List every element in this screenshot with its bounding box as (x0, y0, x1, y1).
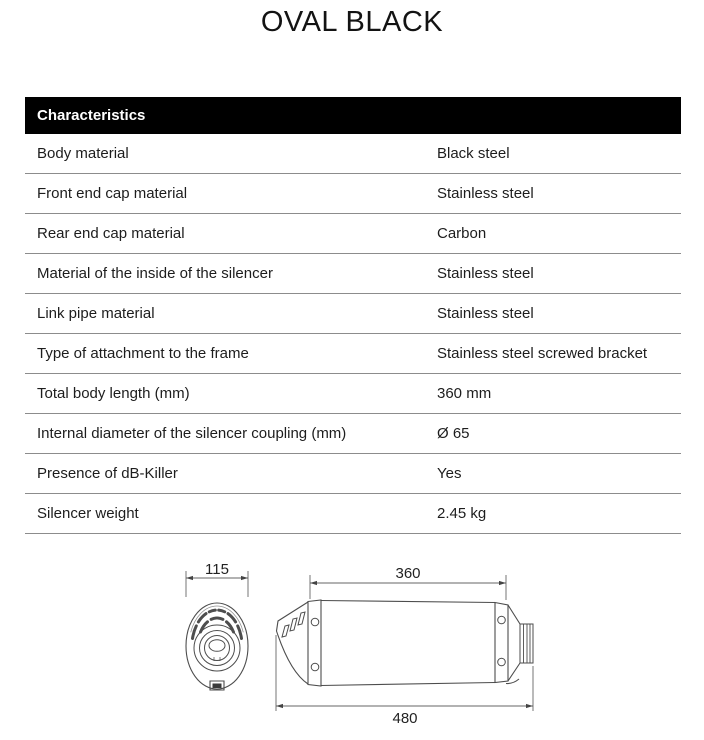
spec-value: 360 mm (437, 385, 492, 402)
silencer-drawing-svg (0, 545, 704, 740)
spec-label: Body material (37, 145, 129, 162)
arrowhead-right-icon (526, 704, 533, 708)
spec-label: Front end cap material (37, 185, 188, 202)
spec-label: Material of the inside of the silencer (37, 265, 273, 282)
spec-value: Black steel (437, 145, 510, 162)
table-row (25, 334, 681, 374)
front-view (186, 603, 248, 690)
characteristics-table (25, 97, 681, 534)
table-row (25, 494, 681, 534)
spec-value: Ø 65 (437, 425, 470, 442)
table-row (25, 414, 681, 454)
arrowhead-left-icon (276, 704, 283, 708)
spec-value: Stainless steel (437, 185, 534, 202)
spec-value: 2.45 kg (437, 505, 487, 522)
page-title: OVAL BLACK (260, 6, 444, 38)
spec-label: Internal diameter of the silencer coupling (mm) (37, 425, 347, 442)
spec-value: Stainless steel (437, 265, 534, 282)
table-row (25, 214, 681, 254)
arrowhead-right-icon (499, 581, 506, 585)
dim-360-label: 360 (395, 565, 421, 582)
dimension-115 (186, 561, 248, 597)
table-row (25, 134, 681, 174)
dim-480-label: 480 (392, 710, 418, 727)
spec-value: Carbon (437, 225, 487, 242)
dimension-360 (310, 565, 506, 600)
table-row (25, 454, 681, 494)
spec-value: Stainless steel screwed bracket (437, 345, 648, 362)
arrowhead-right-icon (241, 576, 248, 580)
arrowhead-left-icon (186, 576, 193, 580)
side-view (277, 600, 534, 686)
technical-drawing (0, 545, 704, 740)
table-row (25, 374, 681, 414)
spec-label: Rear end cap material (37, 225, 185, 242)
spec-value: Yes (437, 465, 462, 482)
arrowhead-left-icon (310, 581, 317, 585)
dim-115-label: 115 (205, 561, 229, 578)
table-header: Characteristics (25, 97, 681, 134)
spec-label: Presence of dB-Killer (37, 465, 178, 482)
spec-label: Silencer weight (37, 505, 139, 522)
spec-label: Type of attachment to the frame (37, 345, 249, 362)
table-row (25, 174, 681, 214)
spec-label: Link pipe material (37, 305, 155, 322)
spec-label: Total body length (mm) (37, 385, 190, 402)
table-row (25, 294, 681, 334)
spec-value: Stainless steel (437, 305, 534, 322)
table-row (25, 254, 681, 294)
